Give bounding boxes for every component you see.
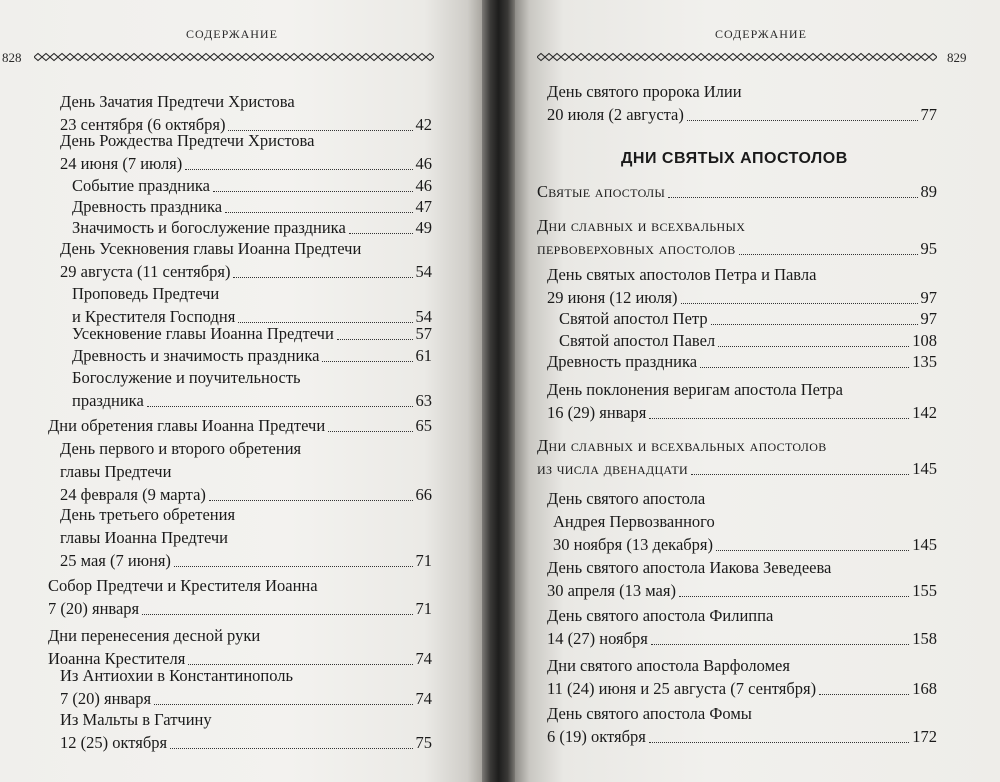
toc-entry[interactable] (547, 654, 937, 700)
toc-entry-text: Святой апостол Павел (559, 331, 716, 350)
toc-entry[interactable] (547, 556, 937, 602)
toc-line-last (72, 174, 432, 197)
ornament-rule (34, 52, 434, 62)
toc-line: Дни славных и всехвальных (537, 216, 746, 235)
toc-line: Андрея Первозванного (553, 512, 715, 531)
toc-page-number: 74 (415, 649, 432, 668)
book-gutter (482, 0, 515, 782)
toc-line: главы Иоанна Предтечи (60, 528, 229, 547)
toc-line-last (537, 457, 937, 480)
toc-entry[interactable] (547, 80, 937, 126)
toc-entry-text: 11 (24) июня и 25 августа (7 сентября) (547, 679, 817, 698)
toc-line: главы Предтечи (60, 462, 172, 481)
toc-page-number: 75 (415, 733, 432, 752)
toc-entry[interactable] (60, 237, 432, 283)
toc-page-number: 46 (415, 154, 432, 173)
toc-entry[interactable] (60, 503, 432, 572)
toc-page-number: 168 (912, 679, 937, 698)
toc-line-last (559, 329, 937, 352)
toc-entry-text: Иоанна Крестителя (48, 649, 186, 668)
ornament-rule-graphic (537, 52, 937, 62)
toc-entry-text: Святые апостолы (537, 182, 666, 201)
toc-line: День Зачатия Предтечи Христова (60, 92, 295, 111)
toc-page-number: 142 (912, 403, 937, 422)
toc-page-number: 135 (912, 352, 937, 371)
toc-line-last (60, 549, 432, 572)
toc-line-last (559, 307, 937, 330)
toc-line: День святого апостола Филиппа (547, 606, 774, 625)
toc-entry-text: 20 июля (2 августа) (547, 105, 684, 124)
running-head: СОДЕРЖАНИЕ (186, 27, 278, 41)
toc-line-last (72, 322, 432, 345)
page-number: 829 (947, 50, 967, 65)
toc-line-last (547, 286, 937, 309)
toc-entry-text: Древность праздника (547, 352, 698, 371)
toc-line-last (537, 180, 937, 203)
toc-entry[interactable] (547, 350, 937, 373)
toc-entry-text: первоверховных апостолов (537, 239, 736, 258)
toc-entry[interactable] (537, 214, 937, 260)
toc-line-last (547, 677, 937, 700)
toc-page-number: 95 (920, 239, 937, 258)
toc-entry-text: 24 февраля (9 марта) (60, 485, 206, 504)
toc-entry[interactable] (547, 604, 937, 650)
toc-entry[interactable] (537, 434, 937, 480)
toc-entry[interactable] (72, 174, 432, 197)
toc-entry[interactable] (547, 702, 937, 748)
toc-page-number: 66 (415, 485, 432, 504)
toc-line-last (48, 597, 432, 620)
toc-line: Собор Предтечи и Крестителя Иоанна (48, 576, 318, 595)
toc-entry-text: Усекновение главы Иоанна Предтечи (72, 324, 334, 343)
toc-line: Из Мальты в Гатчину (60, 710, 212, 729)
toc-line-last (547, 401, 937, 424)
toc-entry[interactable] (72, 216, 432, 239)
left-page (0, 0, 482, 782)
toc-entry-text: и Крестителя Господня (72, 307, 236, 326)
toc-entry[interactable] (547, 378, 937, 424)
toc-line: День Рождества Предтечи Христова (60, 131, 315, 150)
toc-line: День святого апостола (547, 489, 706, 508)
toc-entry[interactable] (72, 366, 432, 412)
toc-line-last (547, 579, 937, 602)
toc-line-last (60, 260, 432, 283)
toc-entry[interactable] (559, 329, 937, 352)
toc-line-last (72, 389, 432, 412)
toc-line: День святых апостолов Петра и Павла (547, 265, 817, 284)
toc-line: Дни славных и всехвальных апостолов (537, 436, 827, 455)
toc-entry-text: Древность и значимость праздника (72, 346, 320, 365)
toc-page-number: 63 (415, 391, 432, 410)
toc-entry-text: праздника (72, 391, 144, 410)
toc-page-number: 172 (912, 727, 937, 746)
toc-line: Дни святого апостола Варфоломея (547, 656, 790, 675)
section-heading: ДНИ СВЯТЫХ АПОСТОЛОВ (621, 150, 848, 167)
toc-entry-text: Дни обретения главы Иоанна Предтечи (48, 416, 326, 435)
toc-line-last (60, 152, 432, 175)
toc-entry-text: 7 (20) января (48, 599, 140, 618)
toc-entry-text: 30 ноября (13 декабря) (553, 535, 713, 554)
right-page (515, 0, 1000, 782)
toc-entry[interactable] (60, 664, 432, 710)
toc-entry-text: 30 апреля (13 мая) (547, 581, 676, 600)
toc-entry[interactable] (547, 487, 937, 556)
toc-entry-text: 29 июня (12 июля) (547, 288, 678, 307)
toc-line: День первого и второго обретения (60, 439, 302, 458)
toc-line: День поклонения веригам апостола Петра (547, 380, 843, 399)
toc-line: Дни перенесения десной руки (48, 626, 261, 645)
toc-entry-text: 12 (25) октября (60, 733, 168, 752)
toc-entry-text: Древность праздника (72, 197, 223, 216)
toc-entry-text: 6 (19) октября (547, 727, 646, 746)
page-number: 828 (2, 50, 22, 65)
toc-page-number: 74 (415, 689, 432, 708)
toc-line: Богослужение и поучительность (72, 368, 301, 387)
toc-line-last (547, 533, 937, 556)
toc-entry[interactable] (559, 307, 937, 330)
toc-page-number: 47 (415, 197, 432, 216)
toc-entry[interactable] (60, 708, 432, 754)
toc-page-number: 155 (912, 581, 937, 600)
toc-page-number: 61 (415, 346, 432, 365)
toc-page-number: 54 (415, 262, 432, 281)
toc-line-last (537, 237, 937, 260)
running-head: СОДЕРЖАНИЕ (715, 27, 807, 41)
toc-line-last (60, 731, 432, 754)
toc-entry-text: 29 августа (11 сентября) (60, 262, 231, 281)
toc-entry[interactable] (537, 180, 937, 203)
toc-entry[interactable] (547, 263, 937, 309)
toc-line: Из Антиохии в Константинополь (60, 666, 294, 685)
toc-entry[interactable] (72, 344, 432, 367)
toc-line: День Усекновения главы Иоанна Предтечи (60, 239, 362, 258)
toc-entry-text: 16 (29) января (547, 403, 647, 422)
toc-entry-text: 23 сентября (6 октября) (60, 115, 226, 134)
toc-entry[interactable] (72, 322, 432, 345)
toc-entry[interactable] (48, 574, 432, 620)
toc-line-last (60, 687, 432, 710)
toc-line-last (48, 414, 432, 437)
ornament-rule (537, 52, 937, 62)
toc-page-number: 77 (920, 105, 937, 124)
toc-entry-text: из числа двенадцати (537, 459, 688, 478)
toc-entry[interactable] (60, 437, 432, 506)
toc-page-number: 46 (415, 176, 432, 195)
toc-page-number: 89 (920, 182, 937, 201)
toc-line: День святого пророка Илии (547, 82, 742, 101)
toc-entry-text: Значимость и богослужение праздника (72, 218, 346, 237)
toc-entry-text: Святой апостол Петр (559, 309, 708, 328)
toc-line-last (547, 103, 937, 126)
toc-page-number: 108 (912, 331, 937, 350)
toc-entry-text: Событие праздника (72, 176, 210, 195)
toc-page-number: 65 (415, 416, 432, 435)
toc-line-last (547, 350, 937, 373)
toc-entry[interactable] (72, 195, 432, 218)
toc-line: День третьего обретения (60, 505, 236, 524)
toc-page-number: 158 (912, 629, 937, 648)
toc-line-last (547, 627, 937, 650)
toc-line-last (547, 725, 937, 748)
toc-line: День святого апостола Фомы (547, 704, 752, 723)
toc-page-number: 97 (920, 309, 937, 328)
toc-line: День святого апостола Иакова Зеведеева (547, 558, 832, 577)
toc-page-number: 49 (415, 218, 432, 237)
toc-page-number: 71 (415, 551, 432, 570)
toc-page-number: 71 (415, 599, 432, 618)
toc-entry[interactable] (48, 414, 432, 437)
toc-entry-text: 25 мая (7 июня) (60, 551, 171, 570)
toc-entry-text: 14 (27) ноября (547, 629, 648, 648)
toc-line-last (72, 195, 432, 218)
toc-page-number: 145 (912, 459, 937, 478)
toc-entry-text: 7 (20) января (60, 689, 152, 708)
toc-page-number: 54 (415, 307, 432, 326)
toc-line: Проповедь Предтечи (72, 284, 220, 303)
toc-page-number: 57 (415, 324, 432, 343)
toc-entry-text: 24 июня (7 июля) (60, 154, 183, 173)
ornament-rule-graphic (34, 52, 434, 62)
toc-page-number: 97 (920, 288, 937, 307)
toc-page-number: 42 (415, 115, 432, 134)
toc-page-number: 145 (912, 535, 937, 554)
toc-line-last (72, 344, 432, 367)
toc-line-last (72, 216, 432, 239)
